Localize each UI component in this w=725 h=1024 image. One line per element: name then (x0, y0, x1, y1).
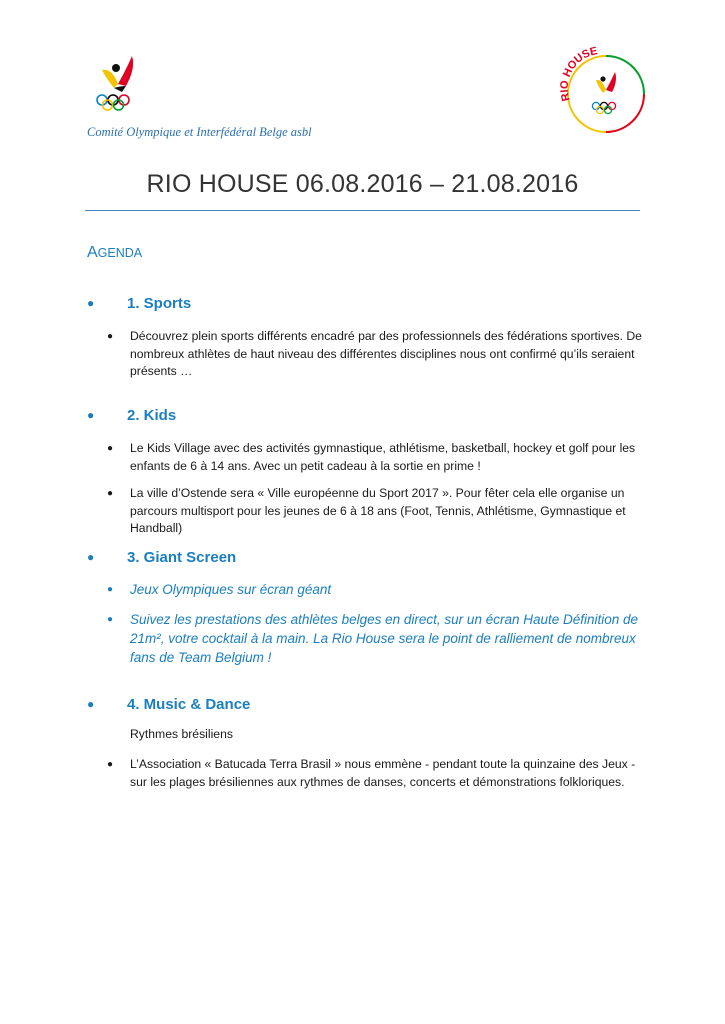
organization-name: Comité Olympique et Interfédéral Belge asbl (87, 125, 312, 139)
section-heading-music-dance: ● 4. Music & Dance (87, 696, 251, 713)
agenda-heading (87, 244, 142, 262)
bullet-icon: ● (87, 296, 95, 310)
bullet-icon: ● (107, 443, 114, 454)
bullet-icon: ● (107, 759, 114, 770)
list-item: ● Suivez les prestations des athlètes belges en direct, sur un écran Haute Définition de 21m², votre cocktail à la main. La Rio House sera le point de ralliement de nombreux fans de Team Belgium ! (107, 612, 639, 665)
agenda-rest: GENDA (97, 246, 143, 260)
bullet-icon: ● (87, 408, 95, 422)
bullet-icon: ● (107, 331, 114, 342)
bullet-icon: ● (107, 584, 114, 595)
rio-house-logo-text: RIO HOUSE (558, 45, 599, 103)
page-title: RIO HOUSE 06.08.2016 – 21.08.2016 (146, 170, 579, 198)
rio-house-logo-icon (556, 44, 648, 136)
list-item: ● Le Kids Village avec des activités gymnastique, athlétisme, basketball, hockey et golf pour les enfants de 6 à 14 ans. Avec un petit cadeau à la sortie en prime ! (107, 441, 636, 473)
section-heading-kids: ● 2. Kids (87, 407, 177, 424)
title-divider (85, 210, 640, 211)
list-item: ● L’Association « Batucada Terra Brasil » nous emmène - pendant toute la quinzaine des Jeux - sur les plages brésiliennes aux rythmes de danses, concerts et démonstrations folkloriques. (107, 757, 636, 789)
bullet-icon: ● (87, 550, 95, 564)
agenda-first-letter: A (87, 244, 98, 261)
list-item: ● Jeux Olympiques sur écran géant (107, 582, 332, 597)
bullet-icon: ● (87, 697, 95, 711)
belgian-olympic-committee-logo-icon (92, 50, 148, 114)
section-heading-giant-screen: ● 3. Giant Screen (87, 549, 237, 566)
section-heading-sports: ● 1. Sports (87, 295, 192, 312)
bullet-icon: ● (107, 614, 114, 625)
section-intro: Rythmes brésiliens (130, 727, 233, 741)
bullet-icon: ● (107, 488, 114, 499)
list-item: ● Découvrez plein sports différents encadré par des professionnels des fédérations sportives. De nombreux athlètes de haut niveau des différentes disciplines nous ont confirmé qu’ils seraient présents … (107, 329, 642, 378)
list-item: ● La ville d’Ostende sera « Ville européenne du Sport 2017 ». Pour fêter cela elle organise un parcours multisport pour les jeunes de 6 à 18 ans (Foot, Tennis, Athlétisme, Gymnastique et Handball) (107, 486, 626, 535)
